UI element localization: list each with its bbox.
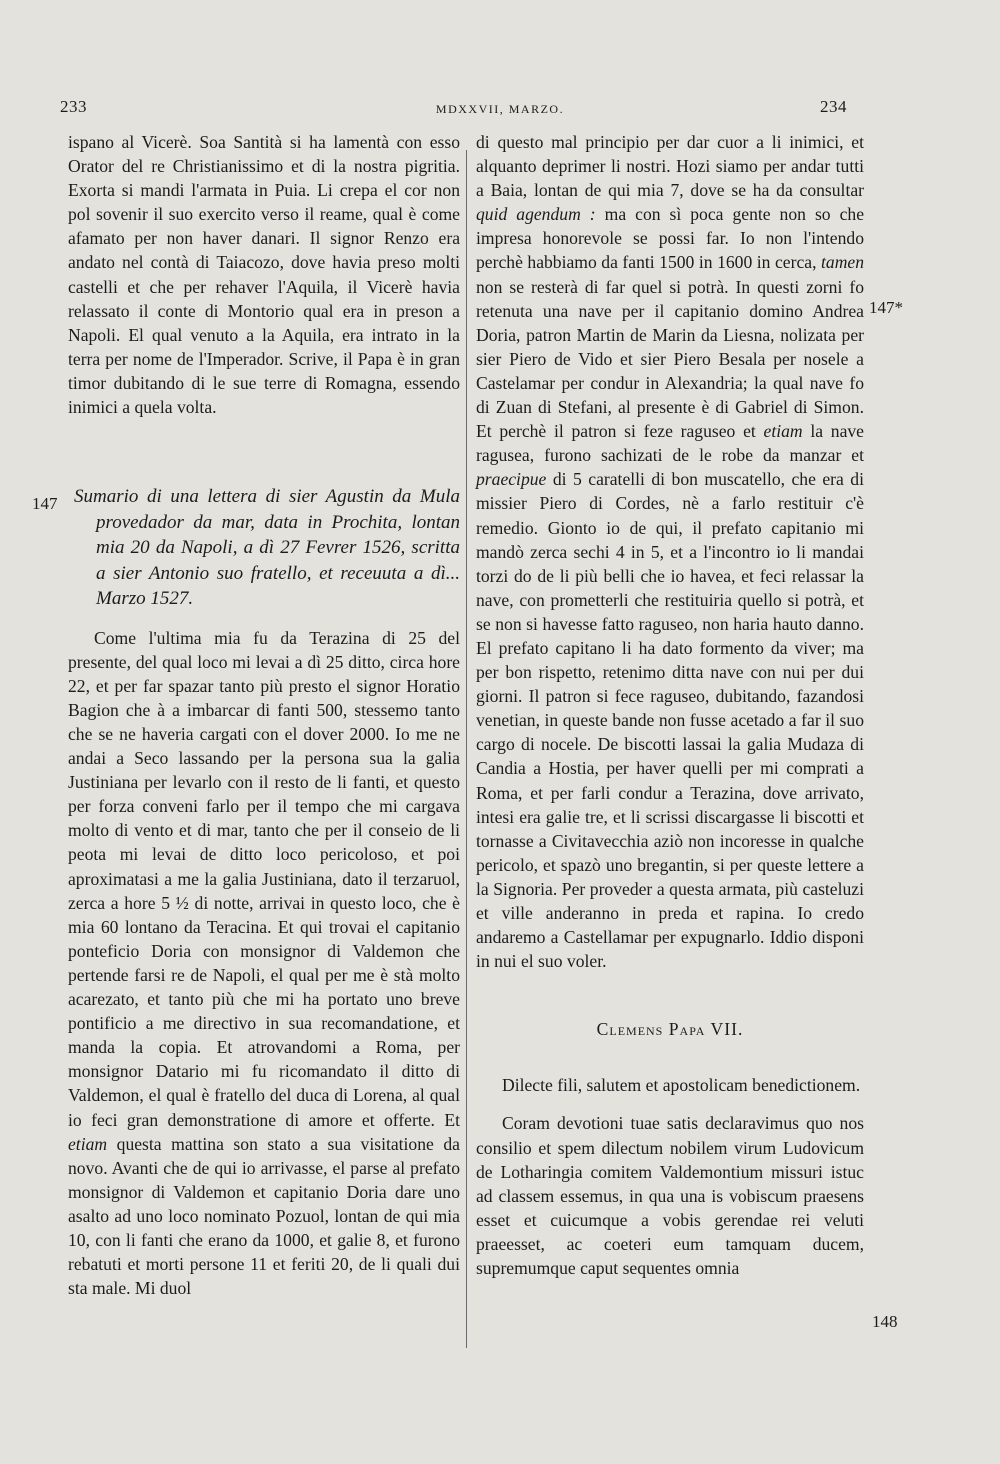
right-text-a: di questo mal principio per dar cuor a li inimici, et alquanto deprimer li nostri. Hozi siamo per andar tutti a Baia, lontan de qui mia 7, dove se ha da consultar [476,132,864,201]
latin-greeting: Dilecte fili, salutem et apostolicam benedictionem. [502,1075,861,1096]
left-paragraph-1: ispano al Vicerè. Soa Santità si ha lamentà con esso Orator del re Christianissimo et di la nostra pigritia. Exorta si mandi l'armata in Puia. Li crepa el cor non pol sovenir il suo exercito verso il reame, qual è come afamato per non haver danari. Il signor Renzo era andato nel contà di Taiacozo, dove havia preso molti castelli et che per rehaver l'Aquila, il Vicerè havia relassato il conte di Montorio qual era in preson a Napoli. El qual venuto a la Aquila, era intrato in la terra per nome de l'Imperador. Scrive, il Papa è in gran timor dubitando di le sue terre di Romagna, essendo inimici a quela volta. [68,132,460,418]
etiam-word: etiam [68,1133,108,1154]
column-divider [466,150,467,1348]
latin-paragraph: Coram devotioni tuae satis declaravimus quo nos consilio et spem dilectum nobilem virum Ludovicum de Lotharingia comitem Valdemontium missuri istuc ad classem essemus, in qua una is vobiscum praesens esset et cuicumque a vobis gerendae rei veluti praeesset, ac coeteri eum tamquam ducem, supremumque caput sequentes omnia [476,1113,864,1279]
left-paragraph-2 [68,626,460,1301]
etiam-word-right: etiam [763,421,803,442]
right-text-b: ma con sì poca gente non so che impresa honorevole se possi far. Io non l'intendo perchè habbiamo da fanti 1500 in 1600 in cerca, [476,204,864,273]
letter-body-text: Come l'ultima mia fu da Terazina di 25 del presente, del qual loco mi levai a dì 25 ditto, circa hore 22, et per far spazar tanto più presto el signor Horatio Bagion che à a imbarcar di fanti 500, stessemo tanto che se ne haveria cargati con el dover 2000. Io me ne andai a Seco lassando per la persona sua la galia Justiniana per levarlo con il resto de li fanti, et questo per forza conveni farlo per il tempo che mi cargava molto di vento et di mar, tanto che per il conseio de li peota mi levai de ditto loco pericoloso, et poi aproximatasi a me la galia Justiniana, dato il terzaruol, zerca a hore 5 ½ di notte, arrivai in questo loco, che è mia 60 lontano da Teracina. Et qui trovai el capitanio ponteficio Doria con monsignor di Valdemon che pertende farsi re de Napoli, el qual per me è stà molto acarezato, et tanto più che mi ha portato uno breve pontificio a me directivo in sua recomandatione, et manda la copia. Et atrovandomi a Roma, per monsignor Datario mi fu ricomandato il ditto di Valdemon, el qual è fratello del duca di Lorena, al qual io feci gran demonstratione di amore et offerte. Et [68,627,460,1130]
letter-summary-heading: Sumario di una lettera di sier Agustin da Mula provedador da mar, data in Prochita, lontan mia 20 da Napoli, a dì 27 Fevrer 1526, scritta a sier Antonio suo fratello, et receuuta a dì... Marzo 1527. [74,486,460,610]
right-text-e: di 5 caratelli di bon muscatello, che era di missier Piero di Cordes, nè a farlo restituir c'è remedio. Gionto io de qui, il prefato capitanio mi mandò zerca sechi 4 in 5, et a l'incontro io li mandai torzi do de li più belli che io havea, et feci relassar la nave, con prometterli che restituiria quello si potrà, et se non si havesse fatto raguseo, non haria hauto danno. El prefato capitano li ha dato formento da viver; ma per bon rispetto, retenimo ditta nave con nui per dui giorni. Il patron si fece raguseo, dubitando, fazandosi venetian, in queste bande non fusse acetado a far il suo cargo di nocele. De biscotti lassai la galia Mudaza di Candia a Hostia, per haver quelli per mi comprati a Roma, et per farli condur a Terazina, dove arrivato, intesi era galie tre, et li scrissi discargasse li biscotti et tornasse a Civitavecchia aziò non incoresse in qualche pericolo, et spazò uno bregantin, si per queste lettere a la Signoria. Per proveder a questa armata, più casteluzi et ville anderanno in preda et rapina. Io credo andaremo a Castellamar per expugnarlo. Iddio disponi in nui el suo voler. [476,469,864,972]
right-page-number: 234 [820,97,847,116]
right-column [476,130,864,1280]
margin-number-147-star: 147* [869,298,903,317]
right-text-d: la nave ragusea, furono sachizati de le robe da manzar et [476,421,864,466]
running-header: MDXXVII, MARZO. [435,102,565,116]
left-column [68,130,460,1300]
tamen-word: tamen [821,252,865,273]
letter-body-text-end: questa mattina son stato a sua visitatione da novo. Avanti che de qui io arrivasse, el parse al prefato monsignor di Valdemon et capitanio Doria dare uno asalto ad uno loco nominato Pozuol, lontan de qui mia 10, con li fanti che erano da 1000, et galie 8, et furono rebatuti et morti persone 11 et feriti 20, de li quali dui sta male. Mi duol [68,1133,460,1299]
left-page-number: 233 [60,97,87,116]
pope-heading: Clemens Papa VII. [596,1019,744,1040]
right-text-c: non se resterà di far quel si potrà. In questi zorni fo retenuta una nave per il capitanio domino Andrea Doria, patron Martin de Marin da Liesna, nolizata per sier Piero de Vido et sier Piero Besala per nosele a Castelamar per condur in Alexandria; la qual nave fo di Zuan di Stefani, al presente è di Gabriel di Simon. Et perchè il patron si feze raguseo et [476,276,864,442]
right-paragraph-1 [476,130,864,973]
praecipue-word: praecipue [476,469,547,490]
margin-number-148: 148 [872,1312,898,1331]
margin-number-147: 147 [32,494,58,513]
quid-agendum-phrase: quid agendum : [476,204,596,225]
